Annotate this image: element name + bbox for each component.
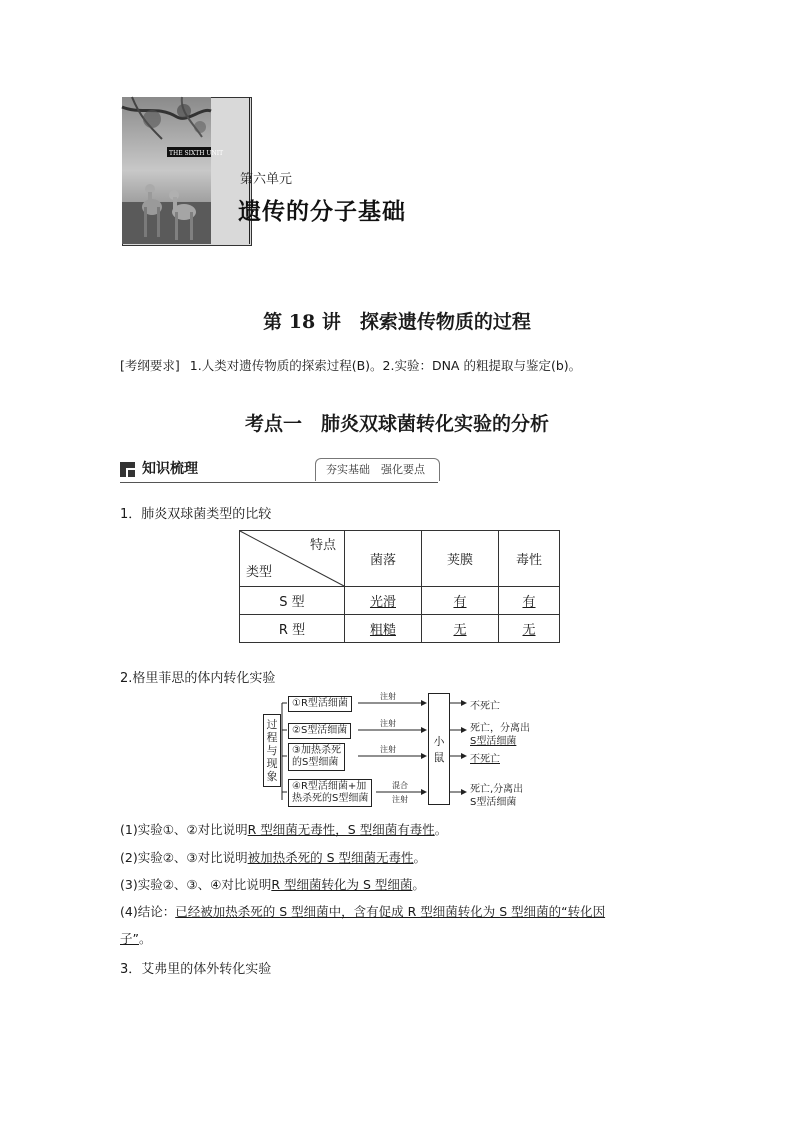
table-cell: 无 [453, 623, 467, 638]
requirements [120, 356, 581, 374]
step4-line1: ④R型活细菌+加 [292, 781, 367, 792]
step1-box: ①R型活细菌 [288, 696, 352, 712]
section-label: 知识梳理 [142, 461, 198, 477]
result2-line1: 死亡，分离出 [470, 723, 530, 734]
table-cell-type: R 型 [240, 615, 345, 643]
result4-line2: S型活细菌 [470, 797, 517, 808]
unit-title: 遗传的分子基础 [238, 199, 406, 225]
c4-answer-line2: 子” [120, 931, 139, 946]
process-char: 与 [266, 744, 278, 757]
item1-title: 1．肺炎双球菌类型的比较 [120, 507, 272, 522]
table-cell: 光滑 [369, 595, 396, 610]
c1-suffix: 。 [434, 822, 448, 837]
section-square-icon [120, 462, 135, 477]
corner-bottom-label: 类型 [246, 565, 273, 580]
cover-caption: THE SIXTH UNIT [169, 150, 224, 157]
comparison-table [239, 530, 560, 643]
unit-label: 第六单元 [240, 172, 293, 187]
cover-photo [122, 97, 224, 244]
table-cell: 无 [522, 623, 536, 638]
griffith-diagram [258, 690, 538, 808]
section-subtitle: 夯实基础 强化要点 [326, 463, 425, 476]
mouse-box [428, 693, 450, 805]
table-row [240, 615, 560, 643]
c3-prefix: (3)实验②、③、④对比说明 [120, 877, 272, 892]
mix-label: 混合 [392, 781, 408, 790]
item3-title: 3．艾弗里的体外转化实验 [120, 962, 272, 977]
table-header-cell: 荚膜 [422, 531, 499, 587]
process-char: 现 [266, 757, 278, 770]
requirements-text: 1.人类对遗传物质的探索过程(B)。2.实验：DNA 的粗提取与鉴定(b)。 [189, 358, 582, 373]
step3-line1: ③加热杀死 [292, 745, 341, 756]
result1: 不死亡 [470, 701, 500, 712]
conclusion-4-cont [120, 929, 152, 947]
step2-box: ②S型活细菌 [288, 723, 351, 739]
conclusion-4 [120, 902, 605, 920]
inject-label: 注射 [380, 745, 396, 754]
result4-line1: 死亡,分离出 [470, 784, 524, 795]
c2-suffix: 。 [413, 850, 427, 865]
table-cell: 粗糙 [369, 623, 396, 638]
inject-label: 注射 [380, 692, 396, 701]
result3: 不死亡 [470, 754, 500, 765]
c3-suffix: 。 [412, 877, 425, 892]
mouse-char: 鼠 [433, 751, 445, 764]
key-point-title: 考点一 肺炎双球菌转化实验的分析 [244, 413, 549, 435]
table-cell: 有 [522, 595, 536, 610]
c4-suffix: 。 [138, 931, 152, 946]
table-header-cell: 毒性 [499, 531, 560, 587]
inject-label: 注射 [380, 719, 396, 728]
process-label-box [263, 714, 281, 787]
c2-prefix: (2)实验②、③对比说明 [120, 850, 248, 865]
c1-answer: R 型细菌无毒性，S 型细菌有毒性 [247, 822, 435, 837]
lecture-title: 第 18 讲 探索遗传物质的过程 [263, 311, 531, 333]
inject-label: 注射 [392, 795, 408, 804]
section-underline [120, 482, 438, 483]
table-cell: 有 [453, 595, 467, 610]
process-char: 象 [266, 770, 278, 783]
process-char: 程 [266, 731, 278, 744]
item2-title: 2.格里菲思的体内转化实验 [120, 671, 276, 686]
table-header-cell: 菌落 [345, 531, 422, 587]
c2-answer: 被加热杀死的 S 型细菌无毒性 [247, 850, 414, 865]
table-corner-cell [240, 531, 345, 587]
table-row [240, 587, 560, 615]
conclusion-2 [120, 848, 426, 866]
step4-line2: 热杀死的S型细菌 [292, 793, 369, 804]
step3-box [288, 743, 345, 771]
conclusion-3 [120, 875, 425, 893]
table-cell-type: S 型 [240, 587, 345, 615]
section-header [120, 458, 440, 482]
conclusion-1 [120, 820, 447, 838]
step4-box [288, 779, 372, 807]
process-char: 过 [266, 718, 278, 731]
c4-prefix: (4)结论： [120, 904, 176, 919]
mouse-char: 小 [433, 735, 445, 748]
requirements-tag: [考纲要求] [120, 358, 180, 373]
c1-prefix: (1)实验①、②对比说明 [120, 822, 248, 837]
step3-line2: 的S型细菌 [292, 757, 339, 768]
c4-answer-line1: 已经被加热杀死的 S 型细菌中，含有促成 R 型细菌转化为 S 型细菌的“转化因 [175, 904, 606, 919]
table-header-row [240, 531, 560, 587]
result2-line2: S型活细菌 [470, 736, 517, 747]
c3-answer: R 型细菌转化为 S 型细菌 [271, 877, 413, 892]
corner-top-label: 特点 [309, 538, 336, 553]
